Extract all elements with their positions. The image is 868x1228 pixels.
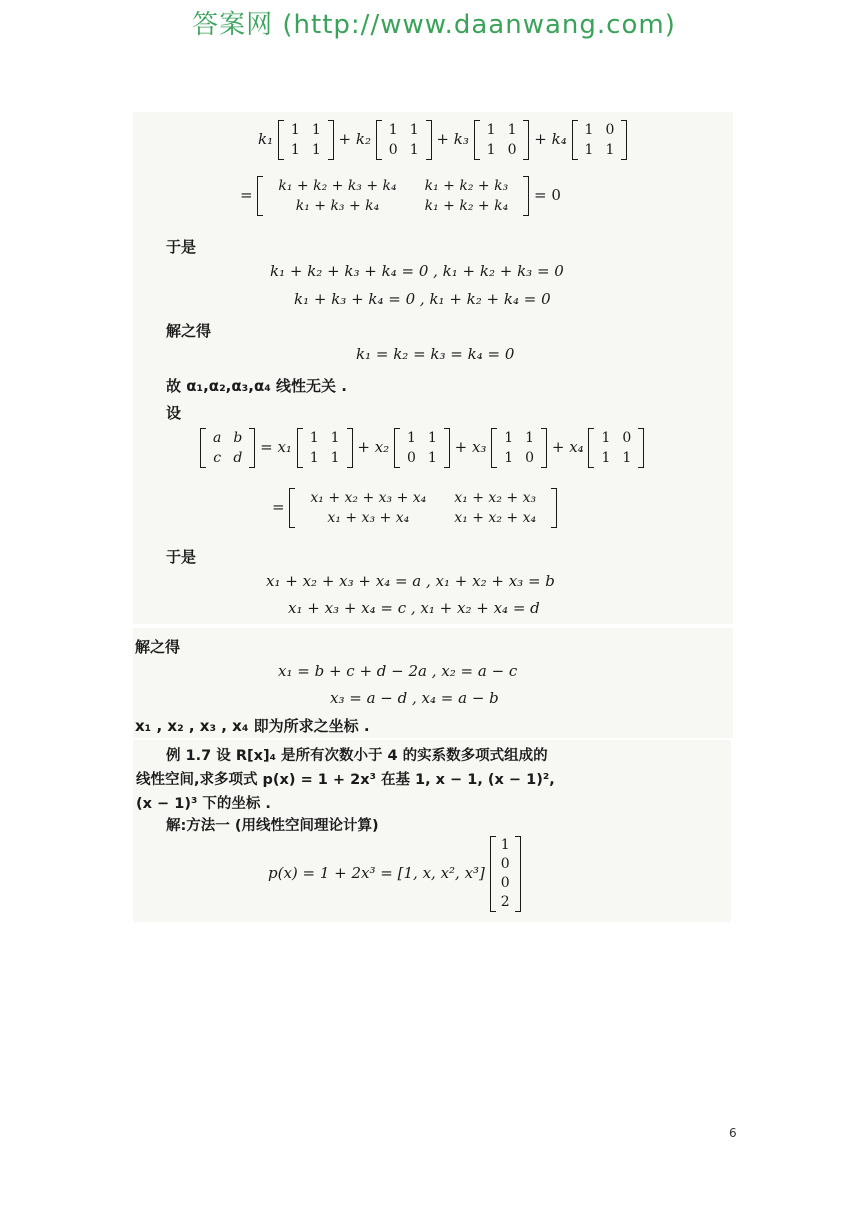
example-line-3: (x − 1)³ 下的坐标 . [136,796,271,812]
coordinate-column-vector: 1 0 0 2 [490,836,521,912]
solution-2-line-1: x₁ = b + c + d − 2a , x₂ = a − c [278,662,518,680]
matrix-2: 1 1 0 1 [376,120,432,160]
label-yushi-1: 于是 [166,238,197,256]
matrix-abcd: a b c d [200,428,255,468]
watermark-header: 答案网 (http://www.daanwang.com) [192,10,676,40]
system-2-line-2: x₁ + x₃ + x₄ = c , x₁ + x₂ + x₄ = d [288,599,540,617]
label-yushi-2: 于是 [166,548,197,566]
coef-k1: k₁ [258,130,274,148]
k-result-matrix: = k₁ + k₂ + k₃ + k₄ k₁ + k₂ + k₃ k₁ + k₃ + k₄ k₁ + k₂ + k₄ = 0 [240,178,561,214]
coordinates-statement: x₁ , x₂ , x₃ , x₄ 即为所求之坐标 . [135,717,370,735]
matrix-1: 1 1 1 1 [278,120,334,160]
conclusion-independent: 故 α₁,α₂,α₃,α₄ 线性无关 . [166,377,347,395]
system-2-line-1: x₁ + x₂ + x₃ + x₄ = a , x₁ + x₂ + x₃ = b [266,572,555,590]
coef-k4: k₄ [551,130,567,148]
page-number: 6 [729,1126,737,1140]
matrix-3: 1 1 1 0 [474,120,530,160]
label-she: 设 [166,404,182,422]
solution-2-line-2: x₃ = a − d , x₄ = a − b [330,689,499,707]
method-heading: 解:方法一 (用线性空间理论计算) [166,818,379,834]
polynomial-equation [268,836,521,912]
x-linear-combination: a b c d = x₁ 1 1 1 1 + x₂ 1 1 0 1 + x₃ 1 1 1 0 + x₄ 1 0 1 1 [200,428,644,468]
label-jiezhide-2: 解之得 [135,638,181,656]
system-1-line-2: k₁ + k₃ + k₄ = 0 , k₁ + k₂ + k₄ = 0 [294,290,551,308]
solution-1: k₁ = k₂ = k₃ = k₄ = 0 [356,345,515,363]
coef-k3: k₃ [453,130,469,148]
k-linear-combination: k₁ 1 1 1 1 + k₂ 1 1 0 1 + k₃ 1 1 1 0 + k₄ 1 0 1 1 [258,120,627,160]
x-result-matrix: = x₁ + x₂ + x₃ + x₄ x₁ + x₂ + x₃ x₁ + x₃ + x₄ x₁ + x₂ + x₄ [272,488,557,528]
example-line-2: 线性空间,求多项式 p(x) = 1 + 2x³ 在基 1, x − 1, (x − 1)², [136,772,555,788]
coef-k2: k₂ [355,130,371,148]
example-line-1: 例 1.7 设 R[x]₄ 是所有次数小于 4 的实系数多项式组成的 [166,748,548,764]
matrix-4: 1 0 1 1 [572,120,628,160]
system-1-line-1: k₁ + k₂ + k₃ + k₄ = 0 , k₁ + k₂ + k₃ = 0 [270,262,564,280]
label-jiezhide-1: 解之得 [166,322,212,340]
poly-expression: p(x) = 1 + 2x³ = [1, x, x², x³] [268,864,485,882]
